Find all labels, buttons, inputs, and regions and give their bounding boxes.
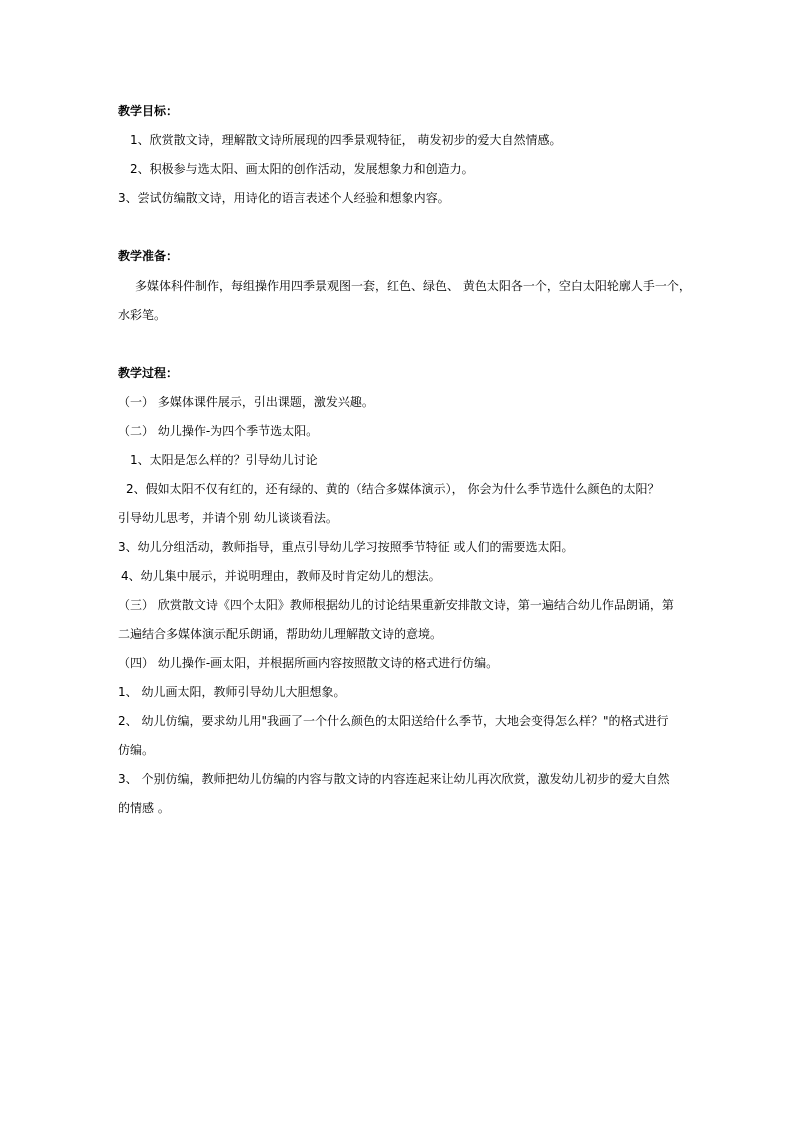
preparation-text-line-2: 水彩笔。 (118, 308, 167, 322)
process-step-4-item-1: 1、 幼儿画太阳，教师引导幼儿大胆想象。 (118, 685, 346, 699)
preparation-heading: 教学准备： (118, 249, 179, 263)
process-step-3-cont: 二遍结合多媒体演示配乐朗诵，帮助幼儿理解散文诗的意境。 (118, 627, 443, 641)
process-step-2-item-2-cont: 引导幼儿思考，并请个别 幼儿谈谈看法。 (118, 511, 338, 525)
process-step-2-item-2: 2、假如太阳不仅有红的，还有绿的、黄的（结合多媒体演示）， 你会为什么季节选什么颜色的太阳？ (126, 482, 660, 496)
process-step-3: （三） 欣赏散文诗《四个太阳》教师根据幼儿的讨论结果重新安排散文诗，第一遍结合幼儿作品朗诵，第 (118, 598, 674, 612)
process-step-1: （一） 多媒体课件展示，引出课题，激发兴趣。 (118, 395, 374, 409)
goal-item-2: 2、积极参与选太阳、画太阳的创作活动，发展想象力和创造力。 (130, 162, 474, 176)
process-heading: 教学过程： (118, 366, 179, 380)
preparation-text-line-1: 多媒体科件制作，每组操作用四季景观图一套，红色、绿色、 黄色太阳各一个，空白太阳轮廓人手一个， (135, 279, 691, 293)
process-step-4-item-3-cont: 的情感 。 (118, 801, 170, 815)
process-step-4-item-2: 2、 幼儿仿编，要求幼儿用"我画了一个什么颜色的太阳送给什么季节，大地会变得怎么样？"的格式进行 (118, 714, 669, 728)
goals-heading: 教学目标： (118, 104, 179, 118)
goal-item-1: 1、欣赏散文诗，理解散文诗所展现的四季景观特征， 萌发初步的爱大自然情感。 (130, 133, 562, 147)
process-step-2-item-4: 4、幼儿集中展示，并说明理由，教师及时肯定幼儿的想法。 (121, 569, 441, 583)
process-step-2-item-3: 3、幼儿分组活动，教师指导，重点引导幼儿学习按照季节特征 或人们的需要选太阳。 (118, 540, 574, 554)
goal-item-3: 3、尝试仿编散文诗，用诗化的语言表述个人经验和想象内容。 (118, 191, 450, 205)
process-step-4-item-3: 3、 个别仿编，教师把幼儿仿编的内容与散文诗的内容连起来让幼儿再次欣赏，激发幼儿初步的爱大自然 (118, 772, 670, 786)
process-step-4: （四） 幼儿操作-画太阳，并根据所画内容按照散文诗的格式进行仿编。 (118, 656, 499, 670)
process-step-2-item-1: 1、太阳是怎么样的？引导幼儿讨论 (130, 453, 318, 467)
process-step-4-item-2-cont: 仿编。 (118, 743, 155, 757)
process-step-2: （二） 幼儿操作-为四个季节选太阳。 (118, 424, 319, 438)
